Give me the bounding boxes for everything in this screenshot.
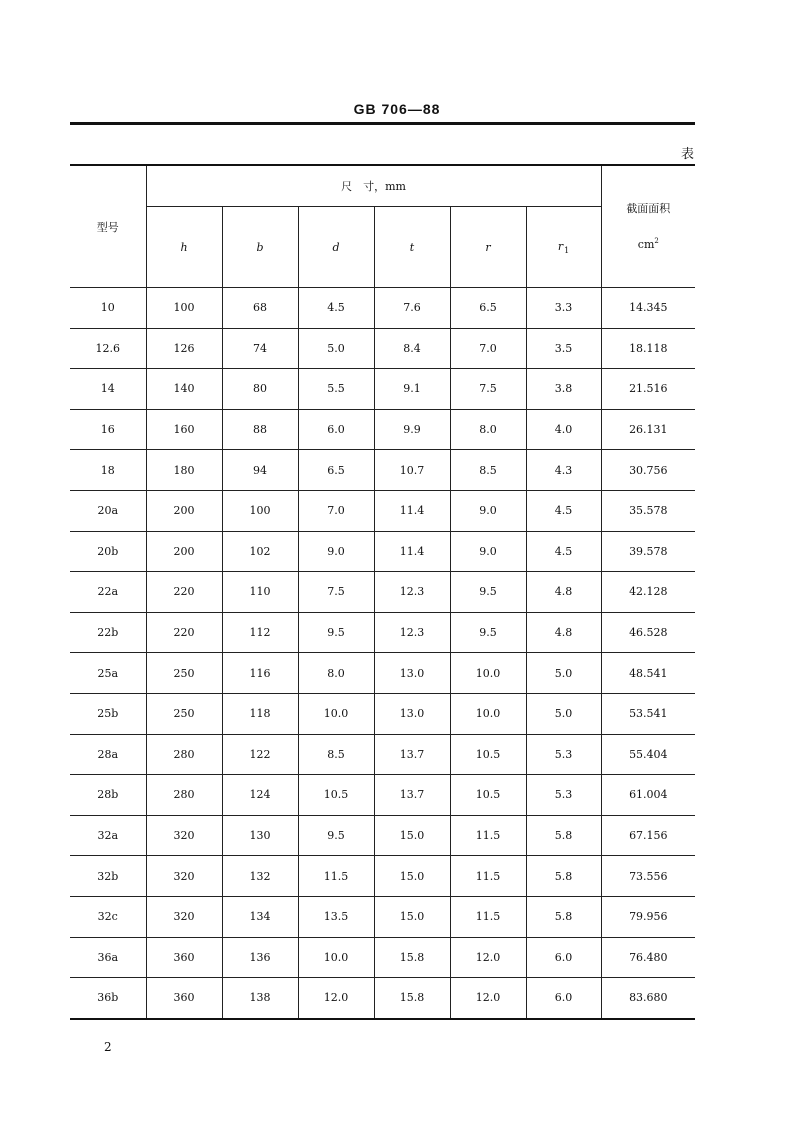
dimension-symbol: r <box>557 239 564 253</box>
d-cell: 13.5 <box>298 896 374 937</box>
dimension-symbol: d <box>332 240 340 254</box>
dimension-header-d <box>298 207 374 288</box>
r1-cell: 5.8 <box>526 856 601 897</box>
t-cell: 7.6 <box>374 288 450 329</box>
t-cell: 8.4 <box>374 328 450 369</box>
area-cell: 83.680 <box>601 978 695 1019</box>
page-number: 2 <box>104 1040 112 1054</box>
area-cell: 42.128 <box>601 572 695 613</box>
r-cell: 7.0 <box>450 328 526 369</box>
b-cell: 118 <box>222 693 298 734</box>
h-cell: 200 <box>146 531 222 572</box>
h-cell: 220 <box>146 612 222 653</box>
d-cell: 8.0 <box>298 653 374 694</box>
model-cell: 28a <box>70 734 146 775</box>
model-cell: 10 <box>70 288 146 329</box>
r1-cell: 5.0 <box>526 693 601 734</box>
model-cell: 20a <box>70 490 146 531</box>
d-cell: 6.5 <box>298 450 374 491</box>
r-cell: 9.5 <box>450 572 526 613</box>
table-row <box>70 450 695 491</box>
table-row <box>70 328 695 369</box>
d-cell: 5.5 <box>298 369 374 410</box>
dimension-header-t <box>374 207 450 288</box>
b-cell: 130 <box>222 815 298 856</box>
area-cell: 61.004 <box>601 775 695 816</box>
r1-cell: 4.5 <box>526 490 601 531</box>
dimension-symbol: r <box>485 240 491 254</box>
dimensions-table <box>70 164 695 1020</box>
b-cell: 102 <box>222 531 298 572</box>
dimension-subscript: 1 <box>564 245 570 255</box>
d-cell: 8.5 <box>298 734 374 775</box>
b-cell: 138 <box>222 978 298 1019</box>
table-label: 表 <box>680 147 694 162</box>
b-cell: 132 <box>222 856 298 897</box>
area-cell: 48.541 <box>601 653 695 694</box>
model-cell: 28b <box>70 775 146 816</box>
b-cell: 100 <box>222 490 298 531</box>
r-cell: 12.0 <box>450 978 526 1019</box>
model-cell: 20b <box>70 531 146 572</box>
d-cell: 7.5 <box>298 572 374 613</box>
dimension-symbol: h <box>180 240 188 254</box>
model-cell: 22a <box>70 572 146 613</box>
r-cell: 11.5 <box>450 896 526 937</box>
r1-cell: 5.8 <box>526 896 601 937</box>
r1-cell: 4.8 <box>526 572 601 613</box>
area-cell: 14.345 <box>601 288 695 329</box>
r1-cell: 3.5 <box>526 328 601 369</box>
r1-cell: 6.0 <box>526 937 601 978</box>
d-cell: 10.5 <box>298 775 374 816</box>
model-cell: 36b <box>70 978 146 1019</box>
model-cell: 14 <box>70 369 146 410</box>
r1-cell: 6.0 <box>526 978 601 1019</box>
r1-cell: 5.3 <box>526 734 601 775</box>
t-cell: 15.0 <box>374 815 450 856</box>
b-cell: 134 <box>222 896 298 937</box>
dimension-symbol: t <box>409 240 415 254</box>
r-cell: 10.5 <box>450 775 526 816</box>
b-cell: 68 <box>222 288 298 329</box>
table-row <box>70 288 695 329</box>
t-cell: 13.7 <box>374 775 450 816</box>
table-row <box>70 937 695 978</box>
d-cell: 10.0 <box>298 937 374 978</box>
b-cell: 116 <box>222 653 298 694</box>
t-cell: 10.7 <box>374 450 450 491</box>
area-unit-base: cm <box>637 237 655 251</box>
b-cell: 112 <box>222 612 298 653</box>
area-cell: 26.131 <box>601 409 695 450</box>
h-cell: 180 <box>146 450 222 491</box>
area-cell: 35.578 <box>601 490 695 531</box>
t-cell: 15.0 <box>374 896 450 937</box>
r-cell: 11.5 <box>450 856 526 897</box>
t-cell: 13.0 <box>374 653 450 694</box>
header-rule <box>70 122 695 125</box>
model-cell: 32c <box>70 896 146 937</box>
area-cell: 39.578 <box>601 531 695 572</box>
area-cell: 21.516 <box>601 369 695 410</box>
t-cell: 15.8 <box>374 978 450 1019</box>
b-cell: 110 <box>222 572 298 613</box>
h-cell: 140 <box>146 369 222 410</box>
d-cell: 12.0 <box>298 978 374 1019</box>
t-cell: 9.9 <box>374 409 450 450</box>
area-unit-exponent: 2 <box>654 236 659 245</box>
d-cell: 6.0 <box>298 409 374 450</box>
model-column-header: 型号 <box>70 165 146 288</box>
model-cell: 32a <box>70 815 146 856</box>
t-cell: 11.4 <box>374 531 450 572</box>
t-cell: 13.0 <box>374 693 450 734</box>
b-cell: 80 <box>222 369 298 410</box>
model-cell: 18 <box>70 450 146 491</box>
h-cell: 320 <box>146 815 222 856</box>
dimension-symbol: b <box>256 240 264 254</box>
t-cell: 15.8 <box>374 937 450 978</box>
table-row <box>70 531 695 572</box>
b-cell: 122 <box>222 734 298 775</box>
b-cell: 74 <box>222 328 298 369</box>
b-cell: 88 <box>222 409 298 450</box>
table-row <box>70 734 695 775</box>
d-cell: 9.5 <box>298 815 374 856</box>
h-cell: 160 <box>146 409 222 450</box>
area-cell: 30.756 <box>601 450 695 491</box>
model-cell: 25b <box>70 693 146 734</box>
dimensions-group-header: 尺 寸，mm <box>146 165 601 207</box>
r1-cell: 4.8 <box>526 612 601 653</box>
r-cell: 9.5 <box>450 612 526 653</box>
h-cell: 280 <box>146 734 222 775</box>
r1-cell: 5.8 <box>526 815 601 856</box>
h-cell: 280 <box>146 775 222 816</box>
h-cell: 220 <box>146 572 222 613</box>
table-row <box>70 653 695 694</box>
t-cell: 12.3 <box>374 612 450 653</box>
h-cell: 126 <box>146 328 222 369</box>
d-cell: 5.0 <box>298 328 374 369</box>
d-cell: 9.0 <box>298 531 374 572</box>
model-cell: 32b <box>70 856 146 897</box>
table-row <box>70 856 695 897</box>
area-cell: 18.118 <box>601 328 695 369</box>
r1-cell: 4.3 <box>526 450 601 491</box>
r-cell: 8.5 <box>450 450 526 491</box>
b-cell: 94 <box>222 450 298 491</box>
t-cell: 13.7 <box>374 734 450 775</box>
table-row <box>70 612 695 653</box>
b-cell: 136 <box>222 937 298 978</box>
table-row <box>70 896 695 937</box>
area-header-label: 截面面积 <box>626 201 671 215</box>
table-row <box>70 409 695 450</box>
r-cell: 8.0 <box>450 409 526 450</box>
d-cell: 7.0 <box>298 490 374 531</box>
model-cell: 25a <box>70 653 146 694</box>
h-cell: 320 <box>146 856 222 897</box>
model-cell: 22b <box>70 612 146 653</box>
b-cell: 124 <box>222 775 298 816</box>
dimension-header-b <box>222 207 298 288</box>
t-cell: 11.4 <box>374 490 450 531</box>
area-cell: 79.956 <box>601 896 695 937</box>
dimension-header-r <box>450 207 526 288</box>
d-cell: 11.5 <box>298 856 374 897</box>
r1-cell: 4.5 <box>526 531 601 572</box>
table-row <box>70 775 695 816</box>
h-cell: 360 <box>146 937 222 978</box>
area-cell: 76.480 <box>601 937 695 978</box>
table-row <box>70 572 695 613</box>
table-row <box>70 693 695 734</box>
t-cell: 9.1 <box>374 369 450 410</box>
r1-cell: 3.3 <box>526 288 601 329</box>
r-cell: 11.5 <box>450 815 526 856</box>
table-row <box>70 815 695 856</box>
h-cell: 320 <box>146 896 222 937</box>
r-cell: 9.0 <box>450 490 526 531</box>
r-cell: 9.0 <box>450 531 526 572</box>
table-row <box>70 490 695 531</box>
r-cell: 6.5 <box>450 288 526 329</box>
area-cell: 55.404 <box>601 734 695 775</box>
area-cell: 67.156 <box>601 815 695 856</box>
r-cell: 10.0 <box>450 693 526 734</box>
h-cell: 200 <box>146 490 222 531</box>
d-cell: 9.5 <box>298 612 374 653</box>
model-cell: 16 <box>70 409 146 450</box>
dimension-header-r1 <box>526 207 601 288</box>
r-cell: 7.5 <box>450 369 526 410</box>
area-unit <box>602 225 696 261</box>
r1-cell: 4.0 <box>526 409 601 450</box>
area-cell: 46.528 <box>601 612 695 653</box>
dimension-header-h <box>146 207 222 288</box>
d-cell: 4.5 <box>298 288 374 329</box>
table-row <box>70 369 695 410</box>
area-cell: 53.541 <box>601 693 695 734</box>
standard-number: GB 706—88 <box>353 101 441 117</box>
h-cell: 250 <box>146 653 222 694</box>
h-cell: 360 <box>146 978 222 1019</box>
h-cell: 100 <box>146 288 222 329</box>
area-cell: 73.556 <box>601 856 695 897</box>
r1-cell: 5.0 <box>526 653 601 694</box>
r-cell: 12.0 <box>450 937 526 978</box>
r1-cell: 5.3 <box>526 775 601 816</box>
model-cell: 36a <box>70 937 146 978</box>
table-row <box>70 978 695 1019</box>
r1-cell: 3.8 <box>526 369 601 410</box>
t-cell: 12.3 <box>374 572 450 613</box>
r-cell: 10.5 <box>450 734 526 775</box>
h-cell: 250 <box>146 693 222 734</box>
area-column-header <box>601 165 695 288</box>
model-cell: 12.6 <box>70 328 146 369</box>
r-cell: 10.0 <box>450 653 526 694</box>
d-cell: 10.0 <box>298 693 374 734</box>
t-cell: 15.0 <box>374 856 450 897</box>
